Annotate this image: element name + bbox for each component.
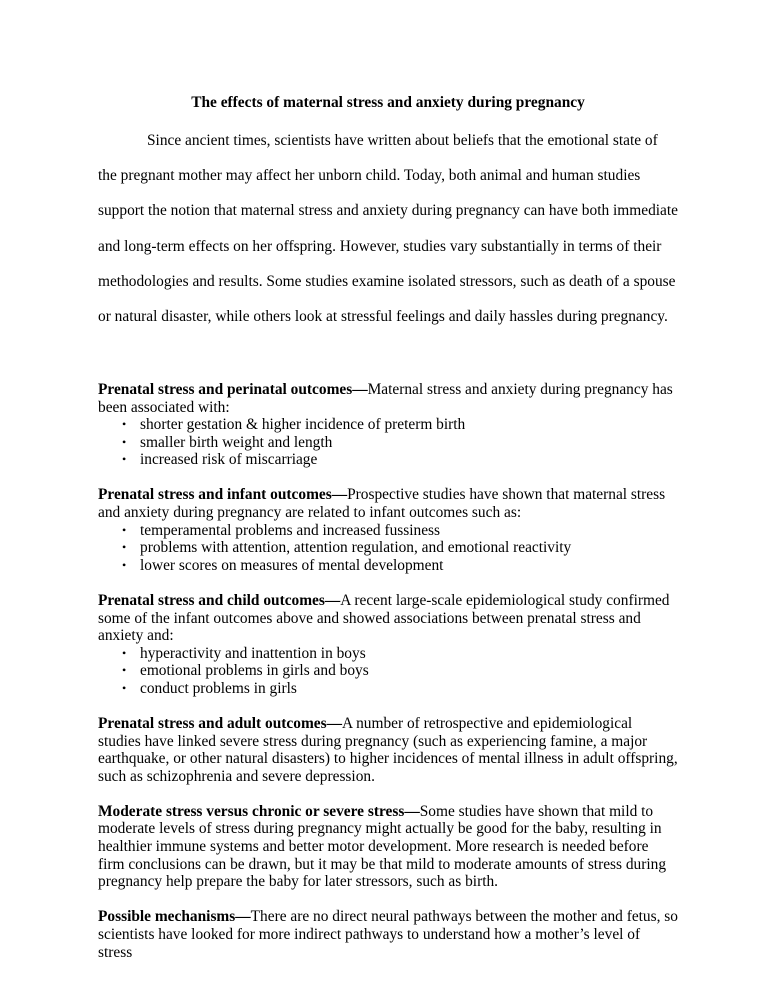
list-item: [122, 662, 678, 680]
section-heading: Prenatal stress and child outcomes—: [98, 591, 341, 609]
bullet-list: [98, 416, 678, 469]
list-item: [122, 434, 678, 452]
section-infant-outcomes: [98, 486, 678, 574]
document-title: The effects of maternal stress and anxiety during pregnancy: [191, 94, 585, 111]
list-item: [122, 680, 678, 698]
section-paragraph: [98, 715, 678, 785]
sections: [98, 381, 678, 979]
list-item-text: problems with attention, attention regulation, and emotional reactivity: [140, 539, 572, 557]
section-heading: Prenatal stress and adult outcomes—: [98, 715, 342, 732]
list-item-text: conduct problems in girls: [140, 679, 297, 697]
bullet-icon: •: [122, 663, 127, 678]
section-text: Maternal stress and anxiety during pregnancy has been associated with:: [98, 381, 673, 416]
section-paragraph: [98, 486, 678, 521]
section-heading: Possible mechanisms—: [98, 908, 251, 926]
section-perinatal-outcomes: [98, 381, 678, 469]
bullet-icon: •: [122, 645, 127, 660]
section-text: A recent large-scale epidemiological study confirmed some of the infant outcomes above and showed associations between prenatal stress and anxiety and:: [98, 591, 670, 645]
section-heading: Prenatal stress and infant outcomes—: [98, 486, 348, 504]
list-item-text: emotional problems in girls and boys: [140, 662, 369, 680]
list-item-text: shorter gestation & higher incidence of preterm birth: [140, 416, 466, 434]
bullet-list: [98, 645, 678, 698]
section-moderate-vs-severe-stress: [98, 803, 678, 891]
section-paragraph: [98, 908, 678, 961]
list-item-text: lower scores on measures of mental development: [140, 556, 444, 574]
section-child-outcomes: [98, 592, 678, 698]
bullet-icon: •: [122, 434, 127, 449]
bullet-icon: •: [122, 680, 127, 695]
bullet-icon: •: [122, 417, 127, 432]
list-item-text: temperamental problems and increased fussiness: [140, 521, 441, 539]
list-item-text: increased risk of miscarriage: [140, 451, 318, 469]
section-paragraph: [98, 381, 678, 416]
section-text: Prospective studies have shown that maternal stress and anxiety during pregnancy are related to infant outcomes such as:: [98, 486, 666, 522]
section-paragraph: [98, 592, 678, 645]
list-item-text: smaller birth weight and length: [140, 433, 333, 451]
section-possible-mechanisms: [98, 908, 678, 961]
section-text: There are no direct neural pathways between the mother and fetus, so scientists have looked for more indirect pathways to understand how a mother’s level of stress: [98, 908, 678, 961]
section-heading: Prenatal stress and perinatal outcomes—: [98, 381, 368, 398]
bullet-icon: •: [122, 540, 127, 555]
bullet-list: [98, 522, 678, 575]
list-item: [122, 451, 678, 469]
section-text: A number of retrospective and epidemiological studies have linked severe stress during pregnancy (such as experiencing famine, a major earthquake, or other natural disasters) to higher incidences of mental illness in adult offspring, such as schizophrenia and severe depression.: [98, 715, 678, 785]
list-item: [122, 557, 678, 575]
intro-paragraph: Since ancient times, scientists have written about beliefs that the emotional state of the pregnant mother may affect her unborn child. Today, both animal and human studies support the notion that maternal stress and anxiety during pregnancy can have both immediate and long-term effects on her offspring. However, studies vary substantially in terms of their methodologies and results. Some studies examine isolated stressors, such as death of a spouse or natural disaster, while others look at stressful feelings and daily hassles during pregnancy.: [98, 132, 678, 326]
section-text: Some studies have shown that mild to moderate levels of stress during pregnancy might actually be good for the baby, resulting in healthier immune systems and better motor development. More research is needed before firm conclusions can be drawn, but it may be that mild to moderate amounts of stress during pregnancy help prepare the baby for later stressors, such as birth.: [98, 802, 667, 891]
list-item: [122, 522, 678, 540]
section-adult-outcomes: [98, 715, 678, 785]
bullet-icon: •: [122, 522, 127, 537]
bullet-icon: •: [122, 557, 127, 572]
section-paragraph: [98, 803, 678, 891]
list-item: [122, 539, 678, 557]
bullet-icon: •: [122, 452, 127, 467]
list-item-text: hyperactivity and inattention in boys: [140, 644, 366, 662]
list-item: [122, 645, 678, 663]
list-item: [122, 416, 678, 434]
section-heading: Moderate stress versus chronic or severe stress—: [98, 802, 420, 820]
